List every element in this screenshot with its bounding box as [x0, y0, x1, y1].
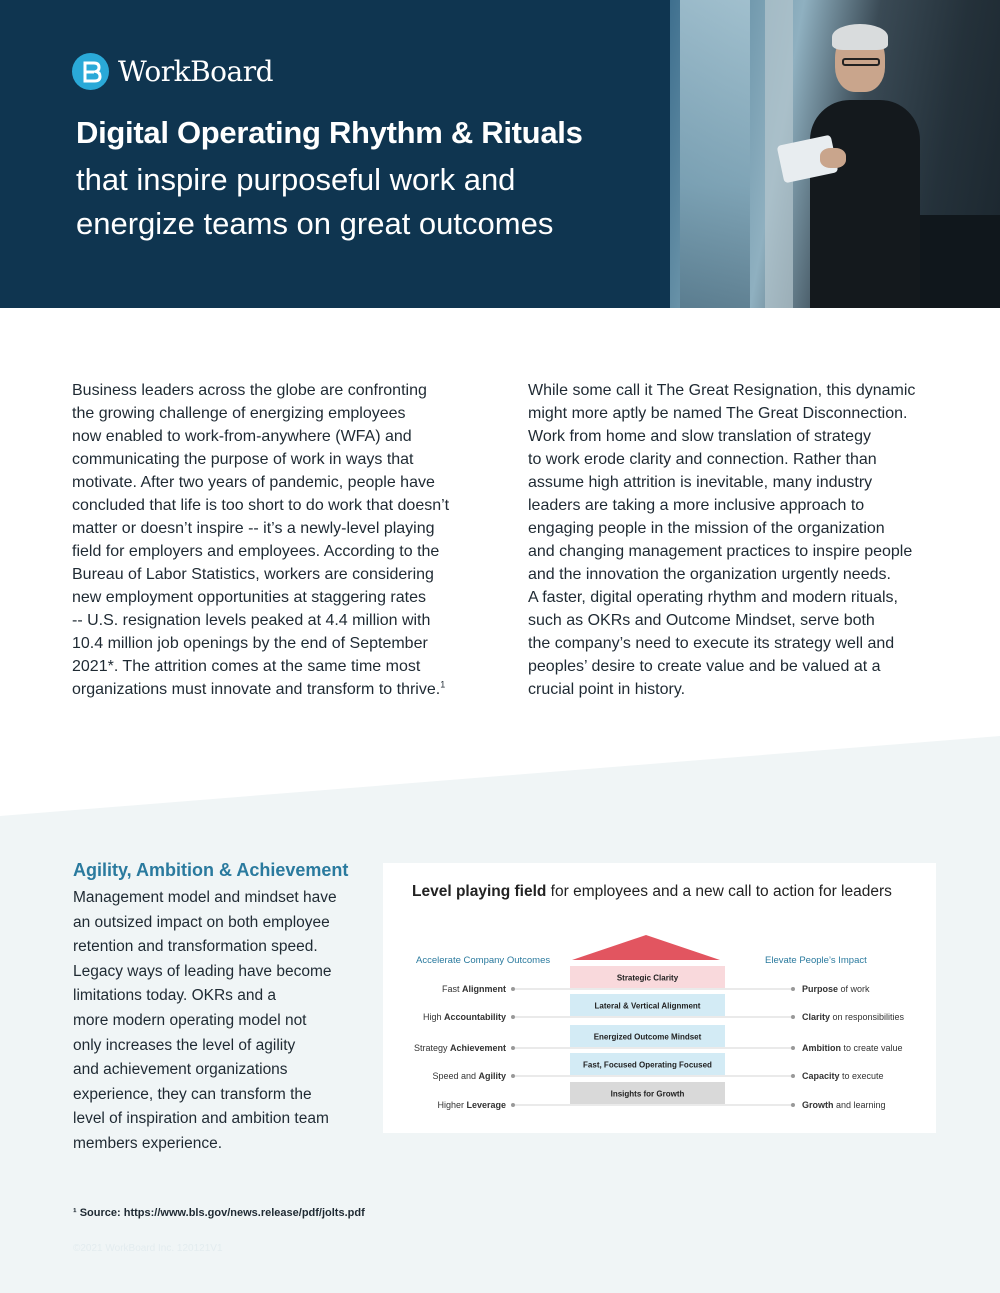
- left-item: Fast Alignment: [441, 984, 506, 994]
- footnote-source: ¹ Source: https://www.bls.gov/news.release/pdf/jolts.pdf: [73, 1207, 365, 1219]
- right-item: Purpose of work: [802, 984, 870, 994]
- left-dot: [511, 1046, 515, 1050]
- brand-name: WorkBoard: [118, 55, 274, 88]
- right-dot: [791, 1046, 795, 1050]
- house-block-label: Strategic Clarity: [616, 973, 679, 983]
- hero-title: Digital Operating Rhythm & Rituals: [76, 115, 583, 150]
- right-item: Clarity on responsibilities: [802, 1012, 905, 1022]
- right-item: Capacity to execute: [802, 1071, 884, 1081]
- house-block-label: Fast, Focused Operating Focused: [583, 1060, 712, 1070]
- left-item: Speed and Agility: [432, 1071, 506, 1081]
- left-dot: [511, 1103, 515, 1107]
- photo-person: [780, 20, 930, 308]
- footnote-ref: 1: [440, 679, 446, 690]
- house-block-label: Energized Outcome Mindset: [593, 1032, 702, 1042]
- right-header: Elevate People’s Impact: [765, 955, 867, 966]
- level-playing-field-diagram: [383, 863, 936, 1133]
- intro-left-text: Business leaders across the globe are confronting the growing challenge of energizing employees now enabled to work-from-anywhere (WFA) and communicating the purpose of work in ways that motivate. After two years of pandemic, people have concluded that life is too short to do work that doesn’t matter or doesn’t inspire -- it’s a newly-level playing field for employers and employees. According to the Bureau of Labor Statistics, workers are considering new employment opportunities at staggering rates -- U.S. resignation levels peaked at 4.4 million with 10.4 million job openings by the end of September 2021*. The attrition comes at the same time most organizations must innovate and transform to thrive.: [72, 382, 450, 698]
- left-header: Accelerate Company Outcomes: [416, 955, 551, 966]
- photo-window: [680, 0, 750, 308]
- left-item: Higher Leverage: [437, 1100, 506, 1110]
- intro-right-text: While some call it The Great Resignation, this dynamic might more aptly be named The Great Disconnection. Work from home and slow translation of strategy to work erode clarity and connection. Rather than assume high attrition is inevitable, many industry leaders are taking a more inclusive approach to engaging people in the mission of the organization and changing management practices to inspire people and the innovation the organization urgently needs. A faster, digital operating rhythm and modern rituals, such as OKRs and Outcome Mindset, serve both the company’s need to execute its strategy well and peoples’ desire to create value and be valued at a crucial point in history.: [528, 382, 916, 698]
- right-item: Ambition to create value: [802, 1043, 903, 1053]
- left-dot: [511, 1015, 515, 1019]
- left-dot: [511, 987, 515, 991]
- left-item: High Accountability: [422, 1012, 506, 1022]
- right-dot: [791, 1074, 795, 1078]
- section-heading: Agility, Ambition & Achievement: [73, 860, 349, 880]
- diagram-title-bold: Level playing field: [412, 883, 547, 900]
- copyright: ©2021 WorkBoard Inc. 120121V1: [73, 1243, 223, 1254]
- hero-photo: [670, 0, 1000, 308]
- right-dot: [791, 1015, 795, 1019]
- diagram-graphic: [383, 863, 936, 1133]
- left-dot: [511, 1074, 515, 1078]
- workboard-logo: [72, 53, 273, 90]
- intro-left-column: [72, 379, 484, 701]
- diagram-title-rest: for employees and a new call to action for leaders: [546, 883, 892, 900]
- house-block-label: Insights for Growth: [610, 1089, 685, 1099]
- workboard-logo-icon: [72, 53, 109, 90]
- section-body: Management model and mindset have an outsized impact on both employee retention and transformation speed. Legacy ways of leading have become limitations today. OKRs and a more modern operating model not only increases the level of agility and achievement organizations experience, they can transform the level of inspiration and ambition team members experience.: [73, 889, 337, 1152]
- right-dot: [791, 1103, 795, 1107]
- house-roof: [572, 935, 720, 960]
- house-block-label: Lateral & Vertical Alignment: [594, 1001, 701, 1011]
- left-item: Strategy Achievement: [413, 1043, 506, 1053]
- right-item: Growth and learning: [802, 1100, 886, 1110]
- hero-banner: [0, 0, 1000, 308]
- intro-right-column: [528, 379, 938, 701]
- right-dot: [791, 987, 795, 991]
- hero-subtitle: that inspire purposeful work and energize teams on great outcomes: [76, 162, 554, 241]
